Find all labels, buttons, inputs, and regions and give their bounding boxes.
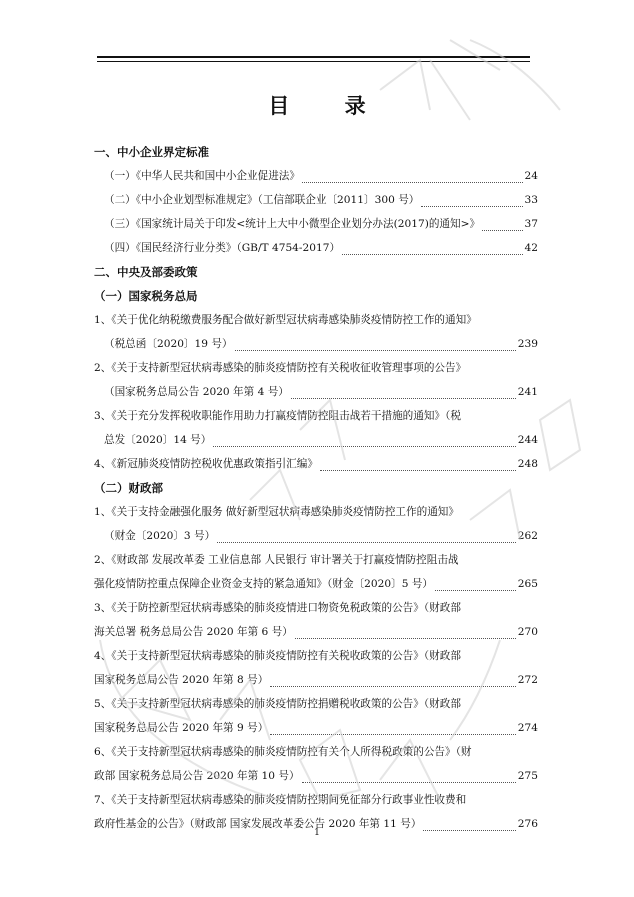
toc-entry[interactable] [94,692,538,716]
toc-leader-dots [302,174,523,183]
toc-entry[interactable] [94,380,538,404]
toc-entry-text: （一）《中华人民共和国中小企业促进法》 [104,170,300,182]
toc-page-number: 275 [517,770,538,782]
toc-page-number: 270 [517,626,538,638]
toc-entry[interactable] [94,164,538,188]
toc-page-number: 24 [524,170,538,182]
toc-section-heading: 二、中央及部委政策 [94,265,198,279]
toc-leader-dots [421,198,522,207]
toc-page-number: 265 [517,578,538,590]
toc-entry-text: 国家税务总局公告 2020 年第 8 号） [94,674,269,686]
toc-entry[interactable] [94,356,538,380]
toc-entry[interactable] [94,740,538,764]
toc-entry[interactable] [94,332,538,356]
toc-entry[interactable] [94,500,538,524]
toc-page-number: 37 [524,218,538,230]
toc-entry[interactable] [94,404,538,428]
toc-leader-dots [342,246,522,255]
toc-leader-dots [235,342,516,351]
toc-leader-dots [320,462,516,471]
toc-entry-text: 政部 国家税务总局公告 2020 年第 10 号） [94,770,300,782]
toc-entry-text: 总发〔2020〕14 号） [104,434,212,446]
toc-entry-text: 强化疫情防控重点保障企业资金支持的紧急通知》（财金〔2020〕5 号） [94,578,433,590]
toc-leader-dots [435,582,516,591]
toc-entry-text: 1、《关于支持金融强化服务 做好新型冠状病毒感染肺炎疫情防控工作的通知》 [94,506,459,518]
toc-entry-text: （三）《国家统计局关于印发<统计上大中小微型企业划分办法(2017)的通知>》 [104,218,481,230]
toc-subsection-heading: （一）国家税务总局 [94,289,198,303]
header-rule-thin [97,61,530,62]
toc-leader-dots [270,678,515,687]
toc-page-number: 244 [517,434,538,446]
toc-entry-text: （税总函〔2020〕19 号） [104,338,233,350]
toc-entry-text: 国家税务总局公告 2020 年第 9 号） [94,722,269,734]
toc-entry-text: 5、《关于支持新型冠状病毒感染的肺炎疫情防控捐赠税收政策的公告》（财政部 [94,698,461,710]
toc-entry[interactable] [94,452,538,476]
page-number: 1 [314,828,320,838]
toc-entry-text: （四）《国民经济行业分类》（GB/T 4754-2017） [104,242,341,254]
toc-entry-text: 1、《关于优化纳税缴费服务配合做好新型冠状病毒感染肺炎疫情防控工作的通知》 [94,314,477,326]
toc-entry-text: 2、《财政部 发展改革委 工业信息部 人民银行 审计署关于打赢疫情防控阻击战 [94,554,459,566]
toc-entry[interactable] [94,428,538,452]
toc-section-heading: 一、中小企业界定标准 [94,145,209,159]
toc-entry-text: （财金〔2020〕3 号） [104,530,216,542]
toc-entry-text: 6、《关于支持新型冠状病毒感染的肺炎疫情防控有关个人所得税政策的公告》（财 [94,746,472,758]
toc-subsection-heading: （二）财政部 [94,481,163,495]
toc-entry[interactable] [94,644,538,668]
toc-entry[interactable] [94,236,538,260]
toc-leader-dots [270,726,515,735]
toc-leader-dots [213,438,515,447]
toc-entry[interactable] [94,524,538,548]
toc-entry[interactable] [94,188,538,212]
toc-entry-text: 4、《关于支持新型冠状病毒感染的肺炎疫情防控有关税收政策的公告》（财政部 [94,650,461,662]
page-title: 目 录 [268,94,390,118]
toc-entry[interactable] [94,596,538,620]
toc-entry-text: 3、《关于充分发挥税收职能作用助力打赢疫情防控阻击战若干措施的通知》（税 [94,410,461,422]
toc-page-number: 42 [524,242,538,254]
toc-leader-dots [482,222,522,231]
toc-entry[interactable] [94,620,538,644]
toc-entry-text: （国家税务总局公告 2020 年第 4 号） [104,386,289,398]
toc-page-number: 248 [517,458,538,470]
toc-entry-text: 3、《关于防控新型冠状病毒感染的肺炎疫情进口物资免税政策的公告》（财政部 [94,602,461,614]
toc-entry-text: 4、《新冠肺炎疫情防控税收优惠政策指引汇编》 [94,458,318,470]
toc-entry-text: 海关总署 税务总局公告 2020 年第 6 号） [94,626,293,638]
toc-entry-text: （二）《中小企业划型标准规定》（工信部联企业〔2011〕300 号） [104,194,420,206]
toc-entry-text: 政府性基金的公告》（财政部 国家发展改革委公告 2020 年第 11 号） [94,818,422,830]
toc-leader-dots [217,534,516,543]
toc-page-number: 274 [517,722,538,734]
toc-entry[interactable] [94,572,538,596]
toc-page-number: 33 [524,194,538,206]
toc-entry[interactable] [94,212,538,236]
toc-entry[interactable] [94,548,538,572]
toc-leader-dots [291,390,516,399]
toc-entry[interactable] [94,788,538,812]
toc-leader-dots [302,774,516,783]
toc-leader-dots [295,630,516,639]
toc-entry-text: 7、《关于支持新型冠状病毒感染的肺炎疫情防控期间免征部分行政事业性收费和 [94,794,467,806]
toc-page-number: 262 [517,530,538,542]
toc-entry-text: 2、《关于支持新型冠状病毒感染的肺炎疫情防控有关税收征收管理事项的公告》 [94,362,467,374]
toc-entry[interactable] [94,308,538,332]
toc-page-number: 239 [517,338,538,350]
toc-page-number: 272 [517,674,538,686]
toc-entry[interactable] [94,716,538,740]
toc-entry[interactable] [94,764,538,788]
toc-page-number: 276 [517,818,538,830]
toc-page-number: 241 [517,386,538,398]
toc-entry[interactable] [94,668,538,692]
header-rule-thick [97,56,530,58]
table-of-contents [94,140,538,836]
